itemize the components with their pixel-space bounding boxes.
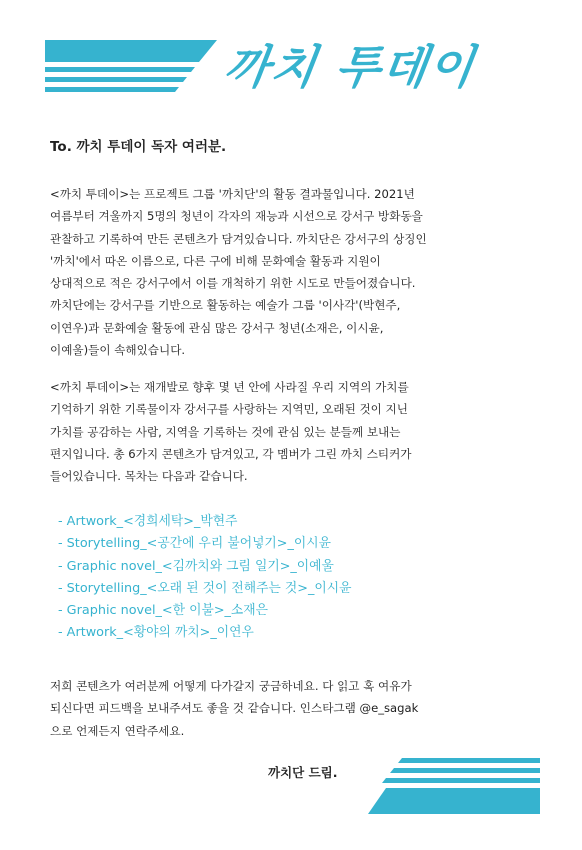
paragraph-line: 편지입니다. 총 6가지 콘텐츠가 담겨있고, 각 멤버가 그린 까치 스티커가	[50, 446, 412, 461]
closing-paragraph	[50, 675, 528, 742]
toc-item: - Storytelling_<공간에 우리 불어넣기>_이시윤	[58, 536, 331, 552]
paragraph-line: 가치를 공감하는 사람, 지역을 기록하는 것에 관심 있는 분들께 보내는	[50, 424, 401, 439]
paragraph-line: 들어있습니다. 목차는 다음과 같습니다.	[50, 469, 248, 484]
header-stripes-decoration	[45, 40, 217, 96]
paragraph-line: 까치단에는 강서구를 기반으로 활동하는 예술가 그룹 '이사각'(박현주,	[50, 298, 401, 313]
paragraph-line: 여름부터 겨울까지 5명의 청년이 각자의 재능과 시선으로 강서구 방화동을	[50, 209, 423, 224]
paragraph-line: <까치 투데이>는 프로젝트 그룹 '까치단'의 활동 결과물입니다. 2021년	[50, 187, 415, 201]
table-of-contents	[58, 511, 352, 645]
greeting: To. 까치 투데이 독자 여러분.	[50, 139, 227, 155]
paragraph-line: 으로 언제든지 연락주세요.	[50, 723, 185, 738]
intro-paragraph	[50, 183, 528, 361]
toc-item: - Graphic novel_<한 이불>_소재은	[58, 603, 269, 619]
paragraph-line: 이예울)들이 속해있습니다.	[50, 343, 186, 358]
footer-stripes-decoration	[368, 758, 540, 814]
paragraph-line: 되신다면 피드백을 보내주셔도 좋을 것 같습니다. 인스타그램 @e_sagak	[50, 701, 419, 716]
paragraph-line: 관찰하고 기록하여 만든 콘텐츠가 담겨있습니다. 까치단은 강서구의 상징인	[50, 231, 427, 246]
paragraph-line: 이연우)과 문화예술 활동에 관심 많은 강서구 청년(소재은, 이시윤,	[50, 320, 384, 335]
paragraph-line: 상대적으로 적은 강서구에서 이를 개척하기 위한 시도로 만들어졌습니다.	[50, 276, 416, 291]
paragraph-line: '까치'에서 따온 이름으로, 다른 구에 비해 문화예술 활동과 지원이	[50, 253, 381, 268]
paragraph-line: 저희 콘텐츠가 여러분께 어떻게 다가갈지 궁금하네요. 다 읽고 혹 여유가	[50, 679, 412, 693]
toc-item: - Storytelling_<오래 된 것이 전해주는 것>_이시윤	[58, 580, 352, 596]
toc-item: - Artwork_<경희세탁>_박현주	[58, 514, 238, 529]
toc-item: - Graphic novel_<김까치와 그림 일기>_이예울	[58, 558, 334, 574]
logo-title: 까치 투데이	[221, 40, 479, 94]
purpose-paragraph	[50, 376, 528, 487]
toc-item: - Artwork_<황야의 까치>_이연우	[58, 625, 254, 641]
paragraph-line: 기억하기 위한 기록물이자 강서구를 사랑하는 지역민, 오래된 것이 지닌	[50, 402, 408, 417]
signoff: 까치단 드림.	[268, 765, 338, 780]
paragraph-line: <까치 투데이>는 재개발로 향후 몇 년 안에 사라질 우리 지역의 가치를	[50, 380, 409, 394]
